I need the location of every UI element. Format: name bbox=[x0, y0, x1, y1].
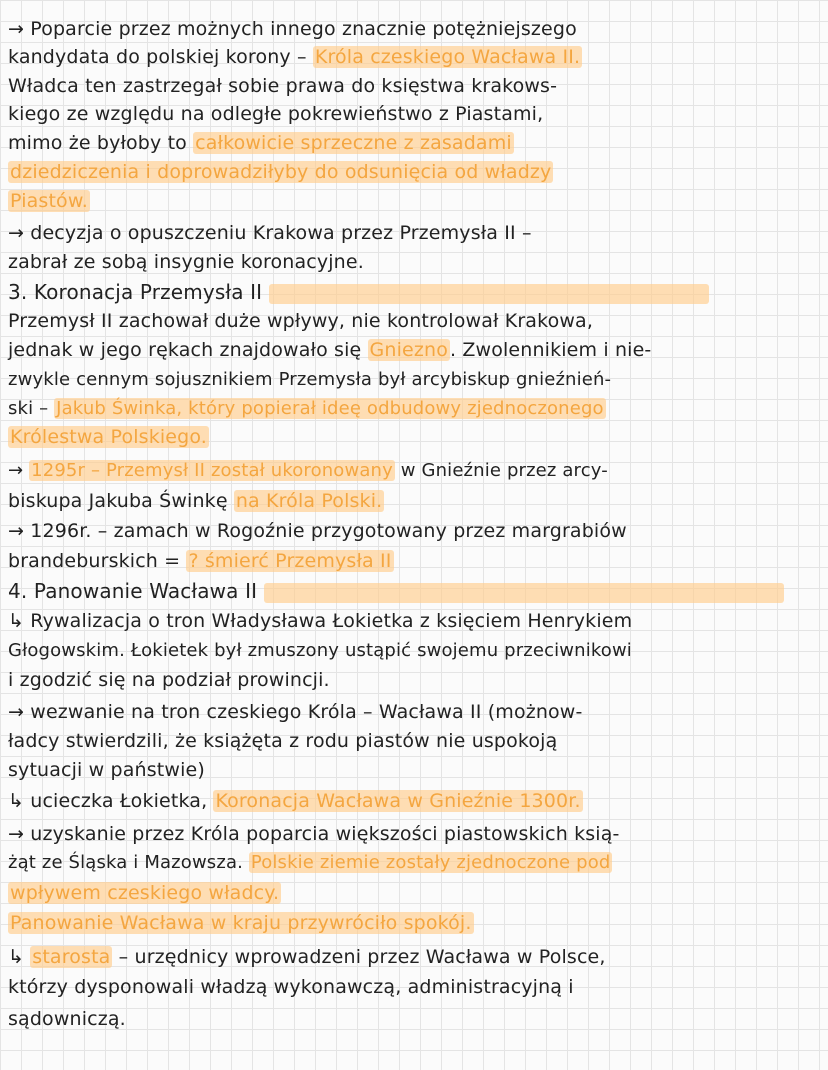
highlight: na Króla Polski. bbox=[235, 490, 383, 512]
highlight: Króla czeskiego Wacława II. bbox=[314, 46, 581, 68]
highlight-bar bbox=[264, 583, 784, 603]
note-line bbox=[8, 458, 608, 484]
note-line bbox=[8, 44, 582, 70]
note-line bbox=[8, 638, 632, 664]
note-line bbox=[8, 367, 611, 393]
note-line bbox=[8, 880, 281, 906]
note-line bbox=[8, 396, 606, 422]
note-line bbox=[8, 518, 627, 544]
note-line bbox=[8, 788, 583, 814]
note-text: którzy dysponowali władzą wykonawczą, administracyjną i bbox=[8, 976, 574, 998]
note-line bbox=[8, 850, 612, 876]
note-text: → decyzja o opuszczeniu Krakowa przez Przemysła II – bbox=[8, 222, 532, 244]
note-line bbox=[8, 488, 384, 514]
highlight: Jakub Świnka, który popierał ideę odbudowy zjednoczonego bbox=[56, 398, 604, 419]
note-line bbox=[8, 249, 364, 275]
note-text: brandeburskich = bbox=[8, 550, 187, 572]
highlight: starosta bbox=[32, 946, 111, 968]
note-text: → bbox=[8, 460, 30, 481]
note-text: → Poparcie przez możnych innego znacznie potężniejszego bbox=[8, 18, 577, 40]
note-line bbox=[8, 220, 532, 246]
highlight: całkowicie sprzeczne z zasadami bbox=[195, 132, 512, 154]
note-text: mimo że byłoby to bbox=[8, 132, 194, 154]
note-line bbox=[8, 910, 474, 936]
note-text: – urzędnicy wprowadzeni przez Wacława w Polsce, bbox=[112, 946, 606, 968]
note-line bbox=[8, 424, 209, 450]
note-text: zwykle cennym sojusznikiem Przemysła był arcybiskup gnieźnień- bbox=[8, 369, 612, 390]
note-text: . Zwolennikiem i nie- bbox=[449, 339, 652, 361]
note-text: Władca ten zastrzegał sobie prawa do księstwa krakows- bbox=[8, 75, 558, 97]
section-heading bbox=[8, 279, 823, 305]
note-line bbox=[8, 548, 394, 574]
note-text: → uzyskanie przez Króla poparcia większości piastowskich ksią- bbox=[8, 823, 620, 845]
note-line bbox=[8, 188, 90, 214]
note-line bbox=[8, 821, 620, 847]
note-line bbox=[8, 308, 593, 334]
note-text: i zgodzić się na podział prowincji. bbox=[8, 669, 330, 691]
highlight-bar bbox=[269, 284, 709, 304]
note-line bbox=[8, 608, 632, 634]
highlight: Królestwa Polskiego. bbox=[10, 426, 207, 448]
note-line bbox=[8, 944, 606, 970]
note-text: kandydata do polskiej korony – bbox=[8, 46, 313, 68]
highlight: Gniezno bbox=[369, 339, 448, 361]
note-text: Przemysł II zachował duże wpływy, nie kontrolował Krakowa, bbox=[8, 310, 594, 332]
note-text: jednak w jego rękach znajdowało się bbox=[8, 339, 368, 361]
note-text: Głogowskim. Łokietek był zmuszony ustąpić swojemu przeciwnikowi bbox=[8, 640, 632, 661]
note-text: żąt ze Śląska i Mazowsza. bbox=[8, 852, 249, 873]
highlight: dziedziczenia i doprowadziłyby do odsunięcia od władzy bbox=[10, 161, 552, 183]
note-line bbox=[8, 159, 553, 185]
note-text: ↳ ucieczka Łokietka, bbox=[8, 790, 214, 812]
note-text: zabrał ze sobą insygnie koronacyjne. bbox=[8, 251, 364, 273]
heading-text: 3. Koronacja Przemysła II bbox=[8, 280, 263, 304]
note-line bbox=[8, 101, 543, 127]
highlight: 1295r – Przemysł II został ukoronowany bbox=[31, 460, 393, 481]
highlight: Panowanie Wacława w kraju przywróciło spokój. bbox=[10, 912, 472, 934]
note-line bbox=[8, 667, 330, 693]
note-text: ładcy stwierdzili, że książęta z rodu piastów nie uspokoją bbox=[8, 730, 558, 752]
note-line bbox=[8, 1006, 126, 1032]
note-text: kiego ze względu na odległe pokrewieństwo z Piastami, bbox=[8, 103, 544, 125]
note-line bbox=[8, 130, 514, 156]
note-line bbox=[8, 16, 577, 42]
note-line bbox=[8, 699, 583, 725]
note-text: ↳ Rywalizacja o tron Władysława Łokietka z księciem Henrykiem bbox=[8, 610, 633, 632]
note-text: → 1296r. – zamach w Rogoźnie przygotowany przez margrabiów bbox=[8, 520, 627, 542]
note-text: sądowniczą. bbox=[8, 1008, 126, 1030]
note-text: ski – bbox=[8, 398, 55, 419]
note-line bbox=[8, 757, 205, 783]
heading-text: 4. Panowanie Wacława II bbox=[8, 579, 258, 603]
note-text: → wezwanie na tron czeskiego Króla – Wacława II (możnow- bbox=[8, 701, 583, 723]
section-heading bbox=[8, 578, 823, 604]
highlight: Polskie ziemie zostały zjednoczone pod bbox=[250, 852, 611, 873]
note-line bbox=[8, 73, 557, 99]
note-line bbox=[8, 974, 574, 1000]
note-text: ↳ bbox=[8, 946, 31, 968]
highlight: Piastów. bbox=[10, 190, 88, 212]
note-text: sytuacji w państwie) bbox=[8, 759, 205, 781]
note-text: biskupa Jakuba Świnkę bbox=[8, 490, 234, 512]
note-line bbox=[8, 337, 651, 363]
highlight: ? śmierć Przemysła II bbox=[188, 550, 392, 572]
note-line bbox=[8, 728, 557, 754]
highlight: Koronacja Wacława w Gnieźnie 1300r. bbox=[215, 790, 581, 812]
note-text: w Gnieźnie przez arcy- bbox=[394, 460, 608, 481]
highlight: wpływem czeskiego władcy. bbox=[10, 882, 280, 904]
